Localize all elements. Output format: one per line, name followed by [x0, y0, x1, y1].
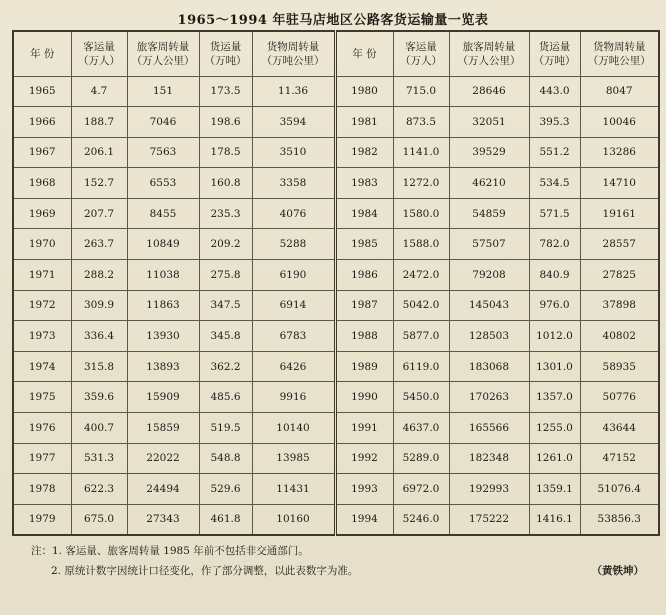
freight-turnover-cell: 43644	[580, 413, 659, 444]
freight-turnover-cell: 4076	[252, 198, 335, 229]
year-cell: 1978	[13, 474, 71, 505]
passenger-turnover-cell: 8455	[127, 198, 199, 229]
passenger-cell: 675.0	[71, 504, 127, 535]
year-cell: 1977	[13, 443, 71, 474]
year-cell: 1988	[335, 321, 393, 352]
year-cell: 1980	[335, 76, 393, 107]
table-row	[13, 290, 659, 321]
passenger-turnover-cell: 79208	[449, 260, 529, 291]
freight-cell: 534.5	[529, 168, 580, 199]
passenger-turnover-cell: 128503	[449, 321, 529, 352]
header-freight-left: 货运量 （万吨）	[199, 31, 252, 76]
year-cell: 1983	[335, 168, 393, 199]
freight-turnover-cell: 50776	[580, 382, 659, 413]
passenger-cell: 152.7	[71, 168, 127, 199]
freight-turnover-cell: 13286	[580, 137, 659, 168]
freight-cell: 551.2	[529, 137, 580, 168]
passenger-cell: 263.7	[71, 229, 127, 260]
freight-turnover-cell: 37898	[580, 290, 659, 321]
table-row	[13, 229, 659, 260]
passenger-cell: 5246.0	[393, 504, 449, 535]
year-cell: 1970	[13, 229, 71, 260]
passenger-turnover-cell: 170263	[449, 382, 529, 413]
passenger-turnover-cell: 22022	[127, 443, 199, 474]
freight-cell: 173.5	[199, 76, 252, 107]
table-row	[13, 198, 659, 229]
table-row	[13, 168, 659, 199]
table-row	[13, 413, 659, 444]
freight-turnover-cell: 8047	[580, 76, 659, 107]
year-cell: 1991	[335, 413, 393, 444]
header-freight-right: 货运量 （万吨）	[529, 31, 580, 76]
freight-turnover-cell: 47152	[580, 443, 659, 474]
passenger-cell: 6972.0	[393, 474, 449, 505]
freight-cell: 1301.0	[529, 351, 580, 382]
table-notes	[31, 541, 646, 581]
passenger-turnover-cell: 28646	[449, 76, 529, 107]
passenger-turnover-cell: 39529	[449, 137, 529, 168]
passenger-turnover-cell: 6553	[127, 168, 199, 199]
year-cell: 1987	[335, 290, 393, 321]
transport-volume-table	[12, 30, 660, 536]
passenger-cell: 873.5	[393, 107, 449, 138]
freight-turnover-cell: 51076.4	[580, 474, 659, 505]
year-cell: 1992	[335, 443, 393, 474]
freight-cell: 571.5	[529, 198, 580, 229]
freight-cell: 840.9	[529, 260, 580, 291]
passenger-turnover-cell: 27343	[127, 504, 199, 535]
freight-cell: 1261.0	[529, 443, 580, 474]
year-cell: 1969	[13, 198, 71, 229]
freight-turnover-cell: 27825	[580, 260, 659, 291]
passenger-turnover-cell: 145043	[449, 290, 529, 321]
freight-turnover-cell: 10140	[252, 413, 335, 444]
author-signature: （黄铁坤）	[591, 565, 644, 577]
freight-turnover-cell: 53856.3	[580, 504, 659, 535]
passenger-turnover-cell: 192993	[449, 474, 529, 505]
passenger-cell: 206.1	[71, 137, 127, 168]
passenger-cell: 622.3	[71, 474, 127, 505]
freight-turnover-cell: 14710	[580, 168, 659, 199]
passenger-cell: 309.9	[71, 290, 127, 321]
table-row	[13, 260, 659, 291]
freight-turnover-cell: 6426	[252, 351, 335, 382]
passenger-cell: 4.7	[71, 76, 127, 107]
table-row	[13, 382, 659, 413]
freight-turnover-cell: 10046	[580, 107, 659, 138]
passenger-turnover-cell: 15909	[127, 382, 199, 413]
freight-cell: 1012.0	[529, 321, 580, 352]
year-cell: 1972	[13, 290, 71, 321]
freight-cell: 461.8	[199, 504, 252, 535]
table-header-row	[13, 31, 659, 76]
freight-cell: 519.5	[199, 413, 252, 444]
passenger-cell: 5042.0	[393, 290, 449, 321]
passenger-cell: 4637.0	[393, 413, 449, 444]
freight-cell: 235.3	[199, 198, 252, 229]
passenger-turnover-cell: 10849	[127, 229, 199, 260]
freight-cell: 345.8	[199, 321, 252, 352]
freight-cell: 395.3	[529, 107, 580, 138]
table-row	[13, 443, 659, 474]
freight-cell: 1357.0	[529, 382, 580, 413]
freight-turnover-cell: 58935	[580, 351, 659, 382]
passenger-cell: 1580.0	[393, 198, 449, 229]
freight-cell: 347.5	[199, 290, 252, 321]
header-passenger-turnover-left: 旅客周转量 （万人公里）	[127, 31, 199, 76]
year-cell: 1966	[13, 107, 71, 138]
year-cell: 1993	[335, 474, 393, 505]
freight-turnover-cell: 13985	[252, 443, 335, 474]
freight-turnover-cell: 3510	[252, 137, 335, 168]
passenger-cell: 5450.0	[393, 382, 449, 413]
freight-cell: 209.2	[199, 229, 252, 260]
freight-turnover-cell: 3358	[252, 168, 335, 199]
freight-cell: 160.8	[199, 168, 252, 199]
year-cell: 1989	[335, 351, 393, 382]
passenger-turnover-cell: 7046	[127, 107, 199, 138]
freight-turnover-cell: 11431	[252, 474, 335, 505]
freight-cell: 782.0	[529, 229, 580, 260]
passenger-cell: 5877.0	[393, 321, 449, 352]
freight-cell: 443.0	[529, 76, 580, 107]
year-cell: 1965	[13, 76, 71, 107]
freight-turnover-cell: 19161	[580, 198, 659, 229]
year-cell: 1968	[13, 168, 71, 199]
freight-cell: 485.6	[199, 382, 252, 413]
passenger-turnover-cell: 15859	[127, 413, 199, 444]
passenger-cell: 400.7	[71, 413, 127, 444]
header-year-right: 年 份	[335, 31, 393, 76]
passenger-cell: 188.7	[71, 107, 127, 138]
year-cell: 1994	[335, 504, 393, 535]
passenger-turnover-cell: 11863	[127, 290, 199, 321]
freight-cell: 1359.1	[529, 474, 580, 505]
passenger-cell: 2472.0	[393, 260, 449, 291]
note-line-2	[31, 561, 646, 581]
header-passenger-left: 客运量 （万人）	[71, 31, 127, 76]
passenger-cell: 336.4	[71, 321, 127, 352]
freight-turnover-cell: 5288	[252, 229, 335, 260]
table-row	[13, 321, 659, 352]
year-cell: 1979	[13, 504, 71, 535]
passenger-turnover-cell: 183068	[449, 351, 529, 382]
table-body	[13, 76, 659, 535]
year-cell: 1973	[13, 321, 71, 352]
passenger-turnover-cell: 7563	[127, 137, 199, 168]
passenger-cell: 1272.0	[393, 168, 449, 199]
passenger-turnover-cell: 175222	[449, 504, 529, 535]
passenger-cell: 5289.0	[393, 443, 449, 474]
freight-cell: 178.5	[199, 137, 252, 168]
header-freight-turnover-left: 货物周转量 （万吨公里）	[252, 31, 335, 76]
freight-turnover-cell: 40802	[580, 321, 659, 352]
passenger-cell: 288.2	[71, 260, 127, 291]
passenger-turnover-cell: 13893	[127, 351, 199, 382]
table-row	[13, 107, 659, 138]
passenger-cell: 359.6	[71, 382, 127, 413]
passenger-turnover-cell: 11038	[127, 260, 199, 291]
freight-turnover-cell: 11.36	[252, 76, 335, 107]
header-passenger-right: 客运量 （万人）	[393, 31, 449, 76]
passenger-turnover-cell: 32051	[449, 107, 529, 138]
table-row	[13, 76, 659, 107]
table-row	[13, 351, 659, 382]
passenger-turnover-cell: 182348	[449, 443, 529, 474]
passenger-turnover-cell: 46210	[449, 168, 529, 199]
freight-cell: 976.0	[529, 290, 580, 321]
freight-turnover-cell: 10160	[252, 504, 335, 535]
table-row	[13, 504, 659, 535]
freight-cell: 362.2	[199, 351, 252, 382]
freight-cell: 1255.0	[529, 413, 580, 444]
table-row	[13, 474, 659, 505]
freight-cell: 529.6	[199, 474, 252, 505]
year-cell: 1971	[13, 260, 71, 291]
freight-cell: 198.6	[199, 107, 252, 138]
header-freight-turnover-right: 货物周转量 （万吨公里）	[580, 31, 659, 76]
year-cell: 1975	[13, 382, 71, 413]
year-cell: 1984	[335, 198, 393, 229]
header-passenger-turnover-right: 旅客周转量 （万人公里）	[449, 31, 529, 76]
passenger-turnover-cell: 13930	[127, 321, 199, 352]
year-cell: 1974	[13, 351, 71, 382]
freight-turnover-cell: 28557	[580, 229, 659, 260]
table-row	[13, 137, 659, 168]
table-title: 1965～1994 年驻马店地区公路客货运输量一览表	[177, 13, 489, 28]
year-cell: 1986	[335, 260, 393, 291]
passenger-turnover-cell: 24494	[127, 474, 199, 505]
note-line-2-text: 2. 原统计数字因统计口径变化，作了部分调整，以此表数字为准。	[51, 565, 359, 577]
year-cell: 1967	[13, 137, 71, 168]
passenger-turnover-cell: 151	[127, 76, 199, 107]
passenger-turnover-cell: 165566	[449, 413, 529, 444]
freight-cell: 1416.1	[529, 504, 580, 535]
year-cell: 1985	[335, 229, 393, 260]
passenger-cell: 715.0	[393, 76, 449, 107]
freight-cell: 548.8	[199, 443, 252, 474]
freight-turnover-cell: 6783	[252, 321, 335, 352]
freight-turnover-cell: 6190	[252, 260, 335, 291]
year-cell: 1982	[335, 137, 393, 168]
freight-turnover-cell: 6914	[252, 290, 335, 321]
passenger-turnover-cell: 57507	[449, 229, 529, 260]
year-cell: 1990	[335, 382, 393, 413]
passenger-cell: 315.8	[71, 351, 127, 382]
freight-turnover-cell: 9916	[252, 382, 335, 413]
passenger-cell: 1141.0	[393, 137, 449, 168]
freight-cell: 275.8	[199, 260, 252, 291]
year-cell: 1976	[13, 413, 71, 444]
passenger-cell: 207.7	[71, 198, 127, 229]
year-cell: 1981	[335, 107, 393, 138]
header-year-left: 年 份	[13, 31, 71, 76]
freight-turnover-cell: 3594	[252, 107, 335, 138]
passenger-cell: 531.3	[71, 443, 127, 474]
passenger-cell: 1588.0	[393, 229, 449, 260]
passenger-cell: 6119.0	[393, 351, 449, 382]
passenger-turnover-cell: 54859	[449, 198, 529, 229]
note-line-1: 注：1. 客运量、旅客周转量 1985 年前不包括非交通部门。	[31, 545, 309, 557]
